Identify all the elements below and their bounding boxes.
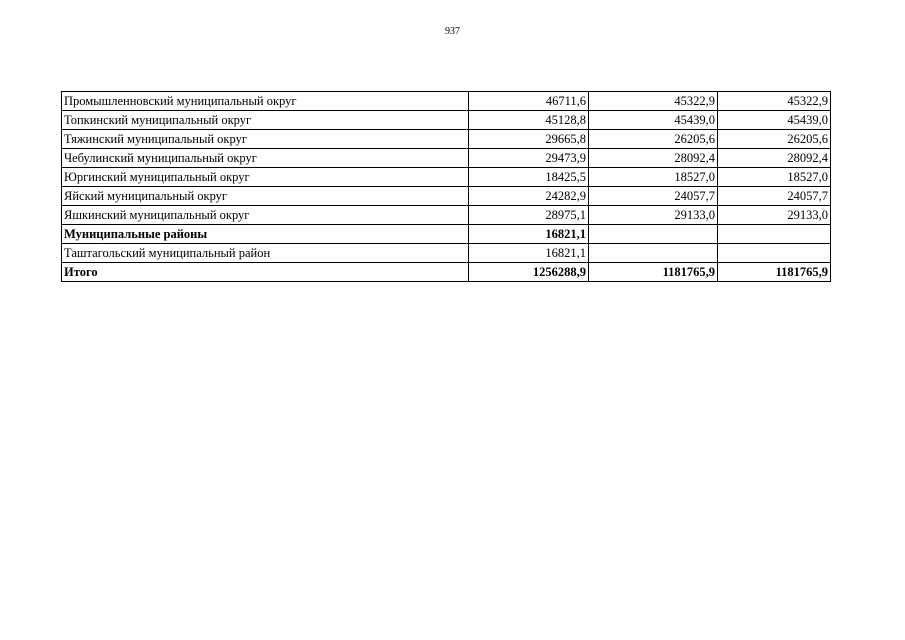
value-cell-1: 45128,8 [469,111,589,130]
value-cell-2: 28092,4 [589,149,718,168]
value-cell-2: 24057,7 [589,187,718,206]
value-cell-1: 18425,5 [469,168,589,187]
section-row [62,225,831,244]
value-cell-3: 28092,4 [718,149,831,168]
row-name-cell: Тяжинский муниципальный округ [62,130,469,149]
value-cell-2: 45322,9 [589,92,718,111]
value-cell-3: 45322,9 [718,92,831,111]
value-cell-3: 29133,0 [718,206,831,225]
value-cell-2 [589,244,718,263]
row-name-cell: Топкинский муниципальный округ [62,111,469,130]
value-cell-3: 1181765,9 [718,263,831,282]
row-name-cell: Юргинский муниципальный округ [62,168,469,187]
page-number: 937 [445,26,460,37]
table-row [62,92,831,111]
value-cell-3 [718,244,831,263]
value-cell-3 [718,225,831,244]
value-cell-1: 46711,6 [469,92,589,111]
row-name-cell: Итого [62,263,469,282]
total-row [62,263,831,282]
table-row [62,168,831,187]
row-name-cell: Яшкинский муниципальный округ [62,206,469,225]
table-row [62,244,831,263]
value-cell-2: 18527,0 [589,168,718,187]
value-cell-1: 16821,1 [469,244,589,263]
row-name-cell: Муниципальные районы [62,225,469,244]
row-name-cell: Яйский муниципальный округ [62,187,469,206]
value-cell-2: 45439,0 [589,111,718,130]
value-cell-3: 18527,0 [718,168,831,187]
table-body [62,92,831,282]
value-cell-2: 1181765,9 [589,263,718,282]
value-cell-1: 28975,1 [469,206,589,225]
value-cell-3: 26205,6 [718,130,831,149]
budget-table [61,91,831,282]
row-name-cell: Таштагольский муниципальный район [62,244,469,263]
value-cell-2: 26205,6 [589,130,718,149]
table-row [62,149,831,168]
row-name-cell: Промышленновский муниципальный округ [62,92,469,111]
value-cell-1: 16821,1 [469,225,589,244]
table-row [62,111,831,130]
table-row [62,130,831,149]
value-cell-1: 29665,8 [469,130,589,149]
value-cell-1: 29473,9 [469,149,589,168]
table-row [62,187,831,206]
row-name-cell: Чебулинский муниципальный округ [62,149,469,168]
value-cell-1: 24282,9 [469,187,589,206]
value-cell-1: 1256288,9 [469,263,589,282]
value-cell-2: 29133,0 [589,206,718,225]
value-cell-2 [589,225,718,244]
value-cell-3: 24057,7 [718,187,831,206]
value-cell-3: 45439,0 [718,111,831,130]
table-row [62,206,831,225]
